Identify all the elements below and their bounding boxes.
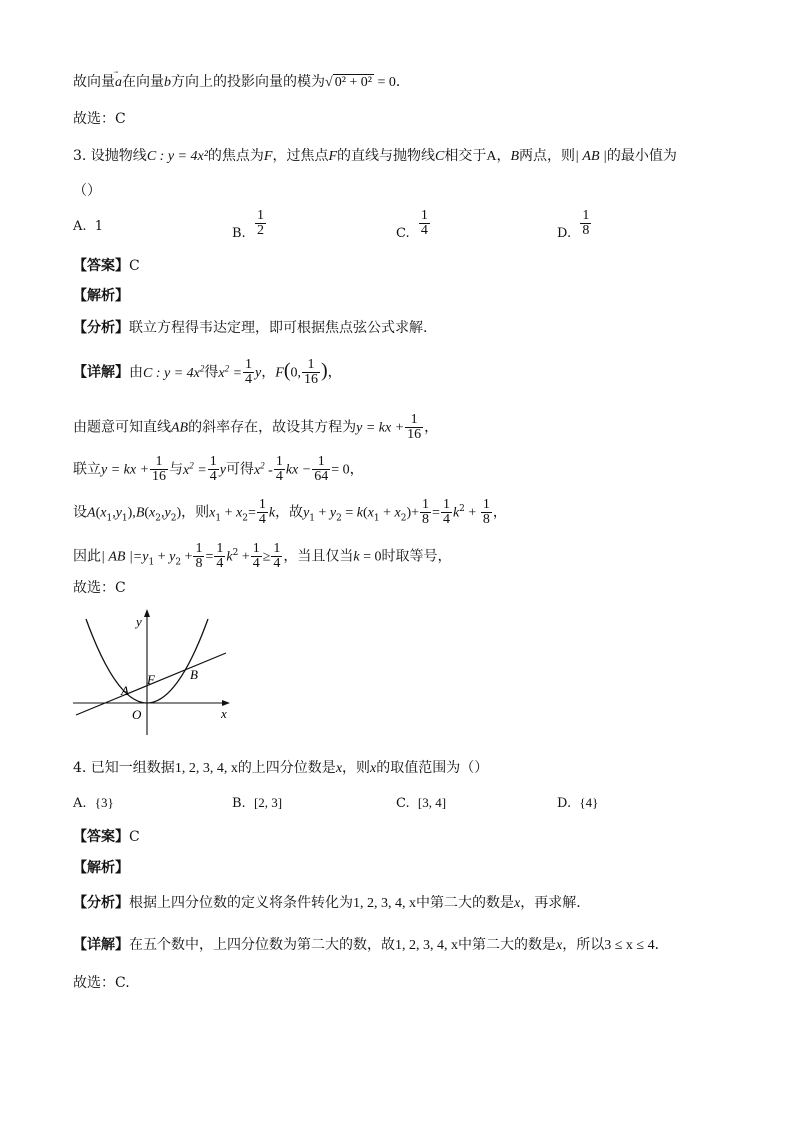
q4-fenxi: 【分析】根据上四分位数的定义将条件转化为1, 2, 3, 4, x中第二大的数是x，再求解. bbox=[73, 895, 581, 911]
projection-line bbox=[73, 72, 410, 93]
q4-option-a: A. {3} bbox=[73, 795, 114, 811]
text-fragment: 方向上的投影向量的模为 bbox=[171, 74, 325, 90]
focus-f-label: F bbox=[147, 672, 155, 687]
origin-label: O bbox=[132, 707, 142, 722]
q3-step-2: 由题意可知直线AB的斜率存在，故设其方程为y = kx + $\frac{1}{16}$ ， bbox=[73, 412, 439, 442]
q3-option-c: C. $\frac{1}{4}$ bbox=[396, 208, 428, 241]
vector-a: a bbox=[115, 75, 122, 90]
q3-stem: 3. 设抛物线C : y = 4x²的焦点为F，过焦点F的直线与抛物线C相交于A，B两点，则| AB |的最小值为 bbox=[73, 148, 677, 164]
parabola-graph bbox=[68, 607, 238, 741]
q4-xiangjie: 【详解】在五个数中，上四分位数为第二大的数，故1, 2, 3, 4, x中第二大的数是x，所以3 ≤ x ≤ 4． bbox=[73, 937, 669, 953]
q4-answer: 【答案】C bbox=[73, 829, 140, 845]
q3-fenxi: 【分析】联立方程得韦达定理，即可根据焦点弦公式求解. bbox=[73, 320, 428, 336]
q4-option-d: D. {4} bbox=[557, 795, 599, 811]
q3-paren: （） bbox=[73, 183, 101, 199]
point-a-label: A bbox=[121, 683, 129, 698]
q3-analysis-tag: 【解析】 bbox=[73, 288, 129, 304]
q3-step-5: 因此| AB $|=y_1 + y_2$ + $\frac{1}{8}$ = $\frac{1}{4}$ $k^2$ + $\frac{1}{4}$ ≥ $\frac{1}{4}$ ，当且仅当k = 0时取等号， bbox=[73, 541, 452, 571]
q4-choose: 故选：C. bbox=[73, 975, 130, 991]
q3-answer: 【答案】C bbox=[73, 258, 140, 274]
x-label: x bbox=[221, 706, 227, 721]
q3-option-d: D. $\frac{1}{8}$ bbox=[557, 208, 590, 241]
sqrt-expression: √ 0² + 0² = 0． bbox=[325, 75, 410, 90]
text-fragment: 在向量 bbox=[122, 74, 164, 90]
q4-option-c: C. [3, 4] bbox=[396, 795, 447, 811]
q3-step-3: 联立y = kx + $\frac{1}{16}$ 与$x^2$ = $\frac{1}{4}$ y可得$x^2$ - $\frac{1}{4}$ kx − $\frac{1}{64}$ = 0， bbox=[73, 454, 364, 485]
q4-stem: 4. 已知一组数据1, 2, 3, 4, x的上四分位数是x，则x的取值范围为（） bbox=[73, 760, 489, 776]
y-label: y bbox=[136, 614, 142, 629]
q3-option-a: A. 1 bbox=[73, 219, 104, 234]
q4-option-b: B. [2, 3] bbox=[232, 795, 283, 811]
q3-step-4: 设$A(x_1,y_1),B(x_2,y_2)$，则$x_1 + x_2=$ $\frac{1}{4}$ k，故$y_1 + y_2 = k(x_1 + x_2)+$ $\frac{1}{8}$ = $\frac{1}{4}$ $k^2$ + $\frac{1}{8}$ ， bbox=[73, 497, 507, 527]
q3-choose: 故选：C bbox=[73, 580, 126, 596]
y-axis-arrow bbox=[144, 609, 150, 617]
text-fragment: 故向量 bbox=[73, 74, 115, 90]
q4-analysis-tag: 【解析】 bbox=[73, 860, 129, 876]
parabola-svg bbox=[68, 607, 238, 737]
vector-b: b bbox=[164, 75, 171, 90]
q3-option-b: B. $\frac{1}{2}$ bbox=[232, 208, 264, 241]
point-b-label: B bbox=[190, 667, 198, 682]
q3-xiangjie-1: 【详解】由C : $y = 4x^2$得$x^2$ = $\frac{1}{4}$ y，F(0, $\frac{1}{16}$ )， bbox=[73, 357, 342, 388]
intro-answer: 故选：C bbox=[73, 111, 126, 127]
